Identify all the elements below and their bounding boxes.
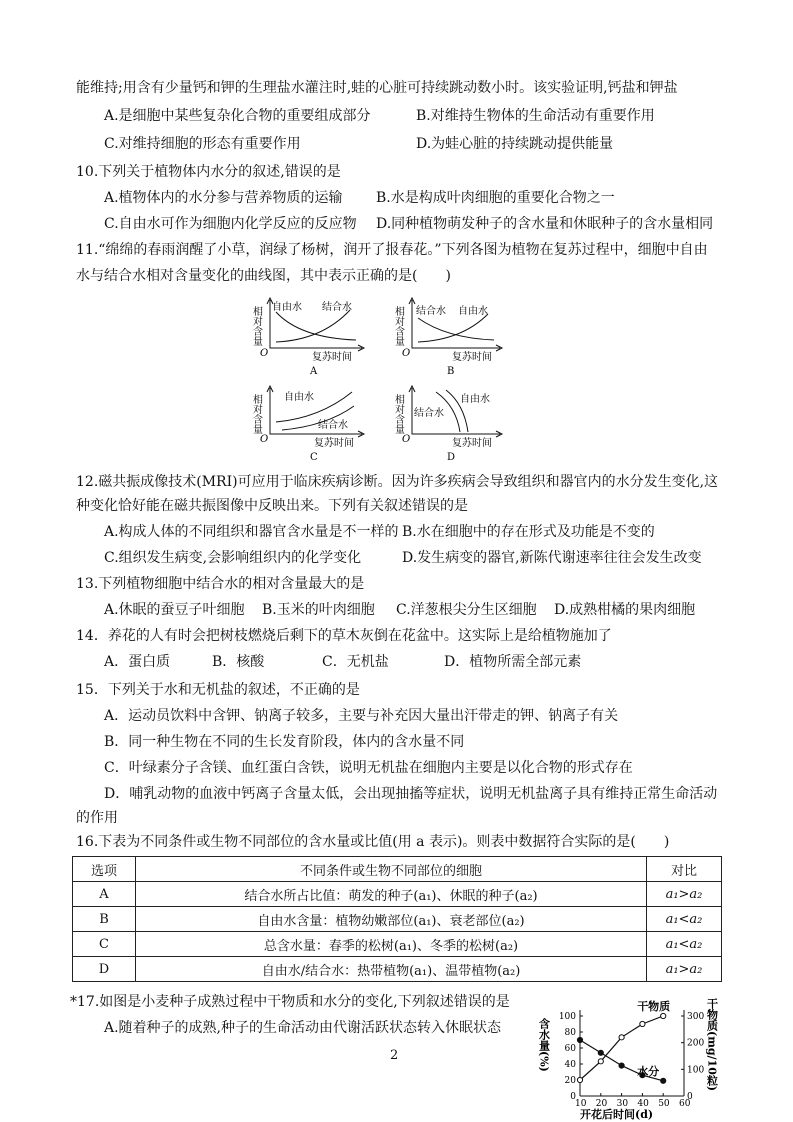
y-tick-label: 80: [564, 1028, 576, 1038]
q10-option-d: D.同种植物萌发种子的含水量和休眠种子的含水量相同: [376, 216, 714, 232]
q11-graph-b: [393, 298, 503, 377]
q13-option-b: B.玉米的叶肉细胞: [262, 602, 375, 618]
x-tick-label: 10: [575, 1099, 587, 1109]
chart-series: [577, 999, 670, 1083]
table-cell-compare: a₁<a₂: [647, 932, 722, 957]
graph-c-label: C: [310, 452, 318, 463]
graph-a-origin: O: [260, 348, 269, 359]
table-row: [73, 932, 722, 957]
graph-b-free: 自由水: [458, 306, 488, 317]
table-header-cells: 不同条件或生物不同部位的细胞: [136, 857, 647, 882]
chart-ticks: [559, 1012, 705, 1109]
x-tick-label: 20: [595, 1099, 608, 1109]
table-cell-desc: 结合水所占比值：萌发的种子(a₁)、休眠的种子(a₂): [136, 882, 647, 907]
table-cell-option: A: [73, 882, 136, 907]
graph-a-xlabel: 复苏时间: [312, 352, 352, 363]
data-point: [619, 1035, 624, 1040]
y-tick-label: 20: [564, 1076, 576, 1086]
q15-option-d-line2: 的作用: [76, 810, 118, 826]
table-cell-desc: 自由水含量：植物幼嫩部位(a₁)、衰老部位(a₂): [136, 907, 647, 932]
graph-b-label: B: [447, 366, 455, 377]
graph-c-free: 自由水: [284, 392, 314, 403]
q11-graph-c: [251, 386, 365, 463]
q13-option-c: C.洋葱根尖分生区细胞: [396, 602, 537, 618]
q9-option-a: A.是细胞中某些复杂化合物的重要组成部分: [104, 108, 371, 124]
q15-option-c: C．叶绿素分子含镁、血红蛋白含铁，说明无机盐在细胞内主要是以化合物的形式存在: [104, 760, 633, 776]
q15-stem: 15．下列关于水和无机盐的叙述，不正确的是: [76, 682, 360, 698]
graph-d-label: D: [447, 452, 456, 463]
q9-option-c: C.对维持细胞的形态有重要作用: [104, 136, 301, 152]
graph-a-ylabel: 相对含量: [250, 306, 262, 346]
q10-option-a: A.植物体内的水分参与营养物质的运输: [104, 190, 343, 206]
x-tick-label: 50: [658, 1099, 670, 1109]
q13-option-a: A.休眠的蚕豆子叶细胞: [104, 602, 245, 618]
graph-b-bound: 结合水: [416, 306, 446, 317]
graph-b-xlabel: 复苏时间: [452, 352, 492, 363]
q15-option-a: A．运动员饮料中含钾、钠离子较多，主要与补充因大量出汗带走的钾、钠离子有关: [104, 708, 619, 724]
q17-chart: [522, 996, 722, 1120]
q9-option-d: D.为蛙心脏的持续跳动提供能量: [416, 136, 614, 152]
q10-option-c: C.自由水可作为细胞内化学反应的反应物: [104, 216, 357, 232]
data-point: [640, 1021, 645, 1026]
q16-stem: 16.下表为不同条件或生物不同部位的含水量或比值(用 a 表示)。则表中数据符合实际的是( ): [76, 834, 670, 850]
graph-d-free: 自由水: [460, 394, 490, 405]
q9-stem-cont: 能维持;用含有少量钙和钾的生理盐水灌注时,蛙的心脏可持续跳动数小时。该实验证明,钙盐和钾盐: [76, 80, 678, 96]
x-tick-label: 30: [616, 1099, 629, 1109]
q11-stem-2: 水与结合水相对含量变化的曲线图，其中表示正确的是( ): [76, 268, 451, 284]
table-row: [73, 957, 722, 982]
series-label: 水分: [637, 1064, 660, 1078]
chart-ylabel: 含水量(%): [537, 1018, 551, 1072]
q17-option-a: A.随着种子的成熟,种子的生命活动由代谢活跃状态转入休眠状态: [104, 1020, 502, 1036]
table-cell-compare: a₁>a₂: [647, 882, 722, 907]
q12-option-a: A.构成人体的不同组织和器官含水量是不一样的: [104, 524, 399, 540]
q15-option-d-line1: D．哺乳动物的血液中钙离子含量太低，会出现抽搐等症状，说明无机盐离子具有维持正常生命活动: [104, 786, 718, 802]
table-header-compare: 对比: [647, 857, 722, 882]
graph-d-bound: 结合水: [414, 408, 444, 419]
y2-tick-label: 0: [687, 1092, 693, 1102]
graph-c-ylabel: 相对含量: [250, 394, 262, 434]
table-cell-option: D: [73, 957, 136, 982]
table-header-row: [73, 857, 722, 882]
graph-d-ylabel: 相对含量: [392, 394, 404, 434]
q11-graph-d: [393, 386, 503, 463]
y-tick-label: 40: [564, 1060, 576, 1070]
chart-axes: [580, 1010, 684, 1096]
data-point: [661, 1013, 666, 1018]
q14-stem: 14．养花的人有时会把树枝燃烧后剩下的草木灰倒在花盆中。这实际上是给植物施加了: [76, 628, 612, 644]
q17-stem: *17.如图是小麦种子成熟过程中干物质和水分的变化,下列叙述错误的是: [70, 994, 510, 1010]
q12-option-b: B.水在细胞中的存在形式及功能是不变的: [402, 524, 655, 540]
data-point: [598, 1059, 603, 1064]
q10-stem: 10.下列关于植物体内水分的叙述,错误的是: [76, 164, 341, 180]
x-tick-label: 60: [679, 1099, 691, 1109]
graph-b-origin: O: [402, 348, 411, 359]
x-tick-label: 40: [637, 1099, 649, 1109]
page-number: 2: [390, 1048, 399, 1063]
graph-d-xlabel: 复苏时间: [452, 438, 492, 449]
q12-stem-2: 种变化恰好能在磁共振图像中反映出来。下列有关叙述错误的是: [76, 498, 468, 514]
q15-option-b: B．同一种生物在不同的生长发育阶段，体内的含水量不同: [104, 734, 465, 750]
q12-option-c: C.组织发生病变,会影响组织内的化学变化: [104, 550, 362, 566]
chart-y2label: 干物质(mg/10粒): [705, 998, 719, 1092]
table-header-option: 选项: [73, 857, 136, 882]
graph-a-free: 自由水: [272, 302, 302, 313]
graph-d-origin: O: [402, 434, 411, 445]
q11-stem-1: 11.“绵绵的春雨润醒了小草，润绿了杨树，润开了报春花。”下列各图为植物在复苏过程中，细胞中自由: [76, 242, 708, 258]
table-cell-compare: a₁<a₂: [647, 907, 722, 932]
data-point: [598, 1050, 603, 1055]
chart-xlabel: 开花后时间(d): [580, 1108, 654, 1120]
q14-option-b: B．核酸: [212, 654, 265, 670]
y-tick-label: 60: [564, 1044, 576, 1054]
y2-tick-label: 100: [687, 1065, 705, 1076]
y-tick-label: 0: [570, 1092, 576, 1102]
table-row: [73, 907, 722, 932]
q11-figure: [0, 292, 793, 472]
q11-graph-a: [251, 298, 365, 377]
graph-c-xlabel: 复苏时间: [314, 438, 354, 449]
graph-b-ylabel: 相对含量: [392, 306, 404, 346]
table-cell-desc: 自由水/结合水：热带植物(a₁)、温带植物(a₂): [136, 957, 647, 982]
series-label: 干物质: [637, 1000, 671, 1013]
q14-option-d: D．植物所需全部元素: [444, 654, 582, 670]
graph-c-bound: 结合水: [318, 420, 348, 431]
q13-stem: 13.下列植物细胞中结合水的相对含量最大的是: [76, 576, 365, 592]
graph-c-origin: O: [260, 434, 269, 445]
table-cell-desc: 总含水量：春季的松树(a₁)、冬季的松树(a₂): [136, 932, 647, 957]
data-point: [619, 1063, 624, 1068]
y2-tick-label: 200: [687, 1038, 705, 1049]
q14-option-a: A．蛋白质: [104, 654, 171, 670]
data-point: [661, 1078, 666, 1083]
table-row: [73, 882, 722, 907]
data-point: [577, 1077, 582, 1082]
graph-a-label: A: [310, 366, 318, 377]
q12-option-d: D.发生病变的器官,新陈代谢速率往往会发生改变: [402, 550, 702, 566]
q14-option-c: C．无机盐: [322, 654, 389, 670]
q9-option-b: B.对维持生物体的生命活动有重要作用: [416, 108, 655, 124]
table-cell-compare: a₁>a₂: [647, 957, 722, 982]
table-cell-option: B: [73, 907, 136, 932]
q16-table: [72, 856, 722, 982]
q13-option-d: D.成熟柑橘的果肉细胞: [554, 602, 696, 618]
q12-stem-1: 12.磁共振成像技术(MRI)可应用于临床疾病诊断。因为许多疾病会导致组织和器官内的水分发生变化,这: [76, 474, 719, 490]
y-tick-label: 100: [558, 1012, 576, 1022]
q10-option-b: B.水是构成叶肉细胞的重要化合物之一: [376, 190, 615, 206]
table-cell-option: C: [73, 932, 136, 957]
y2-tick-label: 300: [687, 1012, 705, 1022]
graph-a-bound: 结合水: [322, 302, 352, 313]
data-point: [577, 1037, 582, 1042]
